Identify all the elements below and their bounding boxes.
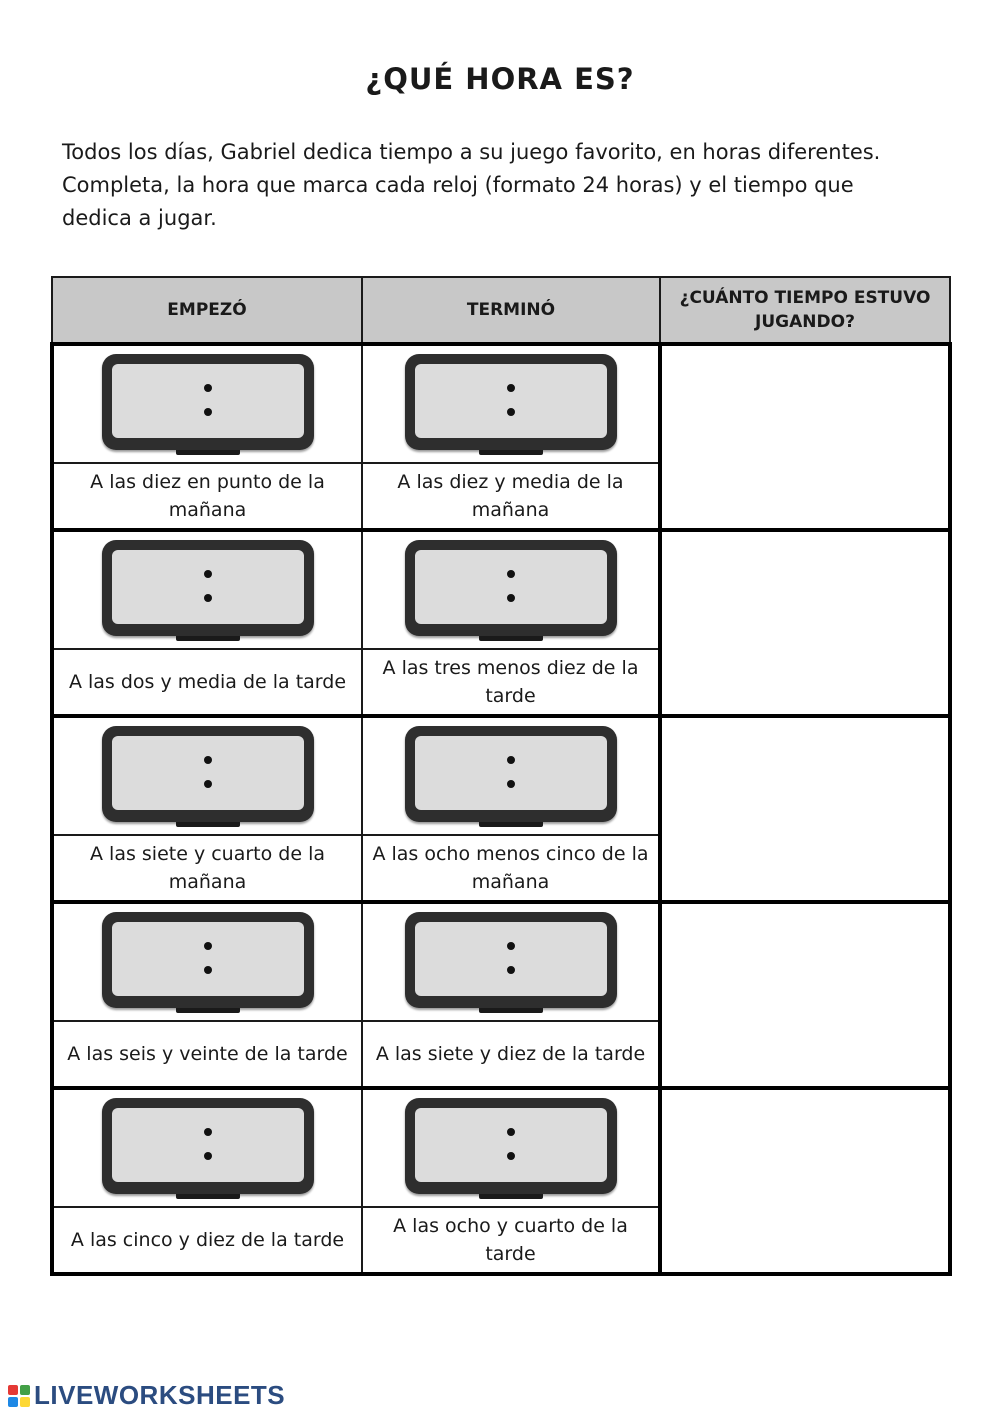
- logo-square: [8, 1397, 18, 1407]
- instructions-line: Todos los días, Gabriel dedica tiempo a su juego favorito, en horas diferentes.: [62, 140, 881, 164]
- colon-dot: [507, 780, 515, 788]
- start-clock[interactable]: [102, 1098, 314, 1194]
- duration-answer-cell[interactable]: [660, 1088, 950, 1274]
- clock-screen[interactable]: [415, 922, 607, 996]
- clock-stand: [176, 1008, 240, 1013]
- end-clock[interactable]: [405, 540, 617, 636]
- clock-screen[interactable]: [415, 364, 607, 438]
- start-clock-cell: [52, 716, 362, 835]
- end-time-label: A las ocho y cuarto de la tarde: [362, 1207, 660, 1274]
- start-time-label: A las dos y media de la tarde: [52, 649, 362, 716]
- table-row: [52, 902, 950, 1021]
- table-row: [52, 530, 950, 649]
- logo-square: [8, 1385, 18, 1395]
- colon-dot: [204, 408, 212, 416]
- end-clock[interactable]: [405, 726, 617, 822]
- logo-square: [20, 1385, 30, 1395]
- start-clock-cell: [52, 344, 362, 463]
- clock-stand: [479, 822, 543, 827]
- clock-stand: [479, 450, 543, 455]
- clock-screen[interactable]: [415, 550, 607, 624]
- logo-icon: [8, 1385, 30, 1407]
- clock-screen[interactable]: [112, 736, 304, 810]
- start-clock-cell: [52, 530, 362, 649]
- colon-dot: [204, 1152, 212, 1160]
- end-clock-cell: [362, 344, 660, 463]
- logo-text: LIVEWORKSHEETS: [34, 1380, 286, 1410]
- colon-dot: [204, 594, 212, 602]
- colon-dot: [507, 1128, 515, 1136]
- table-header-row: [52, 277, 950, 344]
- colon-dot: [507, 408, 515, 416]
- duration-answer-cell[interactable]: [660, 530, 950, 716]
- instructions-line: Completa, la hora que marca cada reloj (formato 24 horas) y el tiempo que: [62, 173, 854, 197]
- end-clock[interactable]: [405, 1098, 617, 1194]
- clock-screen[interactable]: [112, 1108, 304, 1182]
- clock-screen[interactable]: [112, 364, 304, 438]
- colon-dot: [507, 1152, 515, 1160]
- clock-stand: [176, 450, 240, 455]
- duration-answer-cell[interactable]: [660, 902, 950, 1088]
- instructions-line: dedica a jugar.: [62, 206, 217, 230]
- end-clock[interactable]: [405, 912, 617, 1008]
- start-time-label: A las siete y cuarto de la mañana: [52, 835, 362, 902]
- logo-square: [20, 1397, 30, 1407]
- colon-dot: [507, 966, 515, 974]
- clock-screen[interactable]: [415, 1108, 607, 1182]
- table-row: [52, 344, 950, 463]
- page-title: ¿QUÉ HORA ES?: [365, 62, 635, 96]
- instructions: [62, 136, 942, 235]
- start-clock[interactable]: [102, 540, 314, 636]
- start-time-label: A las seis y veinte de la tarde: [52, 1021, 362, 1088]
- clock-stand: [176, 1194, 240, 1199]
- table-row: [52, 716, 950, 835]
- duration-answer-input[interactable]: [662, 988, 948, 1005]
- end-time-label: A las diez y media de la mañana: [362, 463, 660, 530]
- colon-dot: [507, 384, 515, 392]
- clock-stand: [176, 636, 240, 641]
- clock-stand: [479, 1008, 543, 1013]
- start-clock[interactable]: [102, 354, 314, 450]
- colon-dot: [507, 756, 515, 764]
- start-clock-cell: [52, 902, 362, 1021]
- table-row: [52, 1088, 950, 1207]
- colon-dot: [507, 570, 515, 578]
- time-table: [50, 276, 952, 1276]
- colon-dot: [204, 756, 212, 764]
- end-time-label: A las siete y diez de la tarde: [362, 1021, 660, 1088]
- liveworksheets-logo: [8, 1380, 285, 1411]
- start-clock-cell: [52, 1088, 362, 1207]
- clock-screen[interactable]: [415, 736, 607, 810]
- clock-stand: [479, 636, 543, 641]
- end-clock-cell: [362, 902, 660, 1021]
- end-time-label: A las ocho menos cinco de la mañana: [362, 835, 660, 902]
- colon-dot: [204, 780, 212, 788]
- start-time-label: A las diez en punto de la mañana: [52, 463, 362, 530]
- colon-dot: [204, 1128, 212, 1136]
- duration-answer-input[interactable]: [662, 1174, 948, 1191]
- colon-dot: [204, 942, 212, 950]
- end-clock-cell: [362, 716, 660, 835]
- start-clock[interactable]: [102, 912, 314, 1008]
- clock-screen[interactable]: [112, 922, 304, 996]
- end-time-label: A las tres menos diez de la tarde: [362, 649, 660, 716]
- colon-dot: [204, 966, 212, 974]
- header-start: EMPEZÓ: [52, 277, 362, 344]
- end-clock-cell: [362, 530, 660, 649]
- clock-stand: [176, 822, 240, 827]
- colon-dot: [204, 570, 212, 578]
- end-clock-cell: [362, 1088, 660, 1207]
- duration-answer-input[interactable]: [662, 430, 948, 447]
- clock-screen[interactable]: [112, 550, 304, 624]
- start-clock[interactable]: [102, 726, 314, 822]
- duration-answer-cell[interactable]: [660, 716, 950, 902]
- end-clock[interactable]: [405, 354, 617, 450]
- clock-stand: [479, 1194, 543, 1199]
- header-duration: ¿CUÁNTO TIEMPO ESTUVO JUGANDO?: [660, 277, 950, 344]
- colon-dot: [507, 594, 515, 602]
- start-time-label: A las cinco y diez de la tarde: [52, 1207, 362, 1274]
- duration-answer-cell[interactable]: [660, 344, 950, 530]
- duration-answer-input[interactable]: [662, 802, 948, 819]
- colon-dot: [507, 942, 515, 950]
- duration-answer-input[interactable]: [662, 616, 948, 633]
- header-end: TERMINÓ: [362, 277, 660, 344]
- colon-dot: [204, 384, 212, 392]
